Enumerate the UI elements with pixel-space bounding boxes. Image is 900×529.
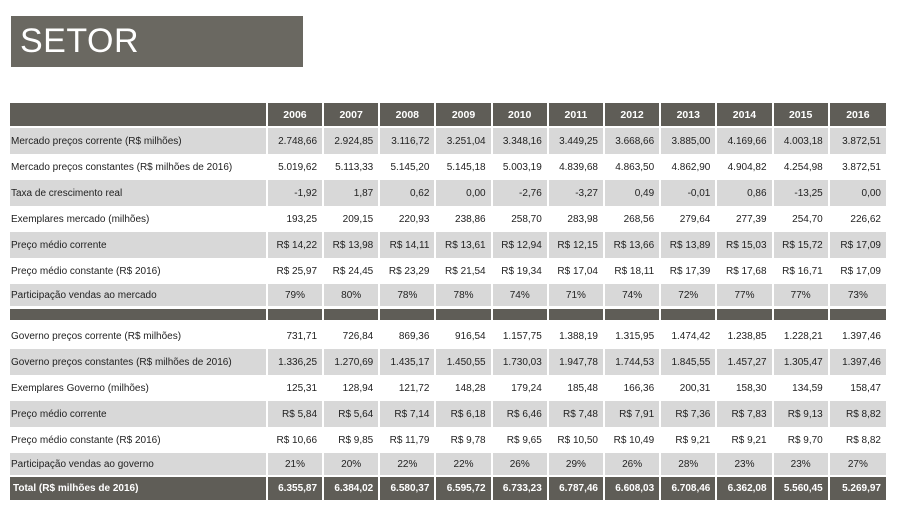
cell-2006: 79% [268, 284, 324, 306]
cell-2015: 77% [774, 284, 830, 306]
total-cell-2006: 6.355,87 [268, 475, 324, 500]
cell-2012: 26% [605, 453, 661, 475]
section-divider-cell [717, 309, 773, 320]
cell-2009: 916,54 [436, 323, 492, 349]
cell-2006: 731,71 [268, 323, 324, 349]
year-header-2013: 2013 [661, 103, 717, 128]
cell-2016: 3.872,51 [830, 128, 886, 154]
cell-2016: 27% [830, 453, 886, 475]
row-label: Mercado preços corrente (R$ milhões) [10, 128, 268, 154]
cell-2013: 200,31 [661, 375, 717, 401]
table-row [10, 206, 886, 232]
cell-2013: 1.845,55 [661, 349, 717, 375]
cell-2016: R$ 8,82 [830, 401, 886, 427]
cell-2010: 179,24 [493, 375, 549, 401]
cell-2007: 1,87 [324, 180, 380, 206]
total-cell-2012: 6.608,03 [605, 475, 661, 500]
cell-2015: -13,25 [774, 180, 830, 206]
year-header-2008: 2008 [380, 103, 436, 128]
cell-2011: 3.449,25 [549, 128, 605, 154]
section-divider-cell [324, 309, 380, 320]
cell-2006: 193,25 [268, 206, 324, 232]
cell-2014: 77% [717, 284, 773, 306]
cell-2011: 1.388,19 [549, 323, 605, 349]
cell-2007: R$ 24,45 [324, 258, 380, 284]
cell-2008: 0,62 [380, 180, 436, 206]
year-header-2006: 2006 [268, 103, 324, 128]
cell-2006: 125,31 [268, 375, 324, 401]
cell-2010: 74% [493, 284, 549, 306]
cell-2009: 78% [436, 284, 492, 306]
cell-2006: 21% [268, 453, 324, 475]
cell-2014: 23% [717, 453, 773, 475]
cell-2006: R$ 25,97 [268, 258, 324, 284]
table-row [10, 453, 886, 475]
cell-2013: R$ 13,89 [661, 232, 717, 258]
cell-2011: 71% [549, 284, 605, 306]
cell-2016: R$ 17,09 [830, 258, 886, 284]
cell-2012: R$ 18,11 [605, 258, 661, 284]
cell-2015: 134,59 [774, 375, 830, 401]
cell-2010: 26% [493, 453, 549, 475]
cell-2008: 5.145,20 [380, 154, 436, 180]
cell-2016: 73% [830, 284, 886, 306]
cell-2008: R$ 7,14 [380, 401, 436, 427]
cell-2006: 5.019,62 [268, 154, 324, 180]
cell-2007: R$ 13,98 [324, 232, 380, 258]
cell-2011: -3,27 [549, 180, 605, 206]
cell-2015: 4.254,98 [774, 154, 830, 180]
cell-2014: 1.238,85 [717, 323, 773, 349]
table-row [10, 323, 886, 349]
table-row [10, 401, 886, 427]
cell-2008: 3.116,72 [380, 128, 436, 154]
cell-2013: R$ 17,39 [661, 258, 717, 284]
cell-2008: 121,72 [380, 375, 436, 401]
cell-2007: 726,84 [324, 323, 380, 349]
cell-2006: R$ 5,84 [268, 401, 324, 427]
total-cell-2011: 6.787,46 [549, 475, 605, 500]
cell-2006: -1,92 [268, 180, 324, 206]
table-row [10, 128, 886, 154]
row-label: Preço médio constante (R$ 2016) [10, 427, 268, 453]
page-title: SETOR [11, 16, 303, 67]
table-row [10, 375, 886, 401]
table-row [10, 154, 886, 180]
cell-2009: R$ 21,54 [436, 258, 492, 284]
table-row [10, 232, 886, 258]
cell-2009: 22% [436, 453, 492, 475]
row-label: Taxa de crescimento real [10, 180, 268, 206]
row-label: Participação vendas ao mercado [10, 284, 268, 306]
table-body [10, 128, 886, 500]
cell-2011: 185,48 [549, 375, 605, 401]
cell-2015: R$ 16,71 [774, 258, 830, 284]
cell-2014: R$ 17,68 [717, 258, 773, 284]
table-row [10, 258, 886, 284]
cell-2013: R$ 9,21 [661, 427, 717, 453]
cell-2008: 869,36 [380, 323, 436, 349]
cell-2010: 1.730,03 [493, 349, 549, 375]
cell-2008: 78% [380, 284, 436, 306]
header-label-cell [10, 103, 268, 128]
cell-2014: R$ 9,21 [717, 427, 773, 453]
cell-2007: 128,94 [324, 375, 380, 401]
cell-2009: 0,00 [436, 180, 492, 206]
section-divider-cell [549, 309, 605, 320]
cell-2012: R$ 13,66 [605, 232, 661, 258]
section-divider-cell [268, 309, 324, 320]
cell-2007: 5.113,33 [324, 154, 380, 180]
year-header-2012: 2012 [605, 103, 661, 128]
total-cell-2016: 5.269,97 [830, 475, 886, 500]
cell-2010: 258,70 [493, 206, 549, 232]
cell-2016: 0,00 [830, 180, 886, 206]
section-divider-cell [493, 309, 549, 320]
year-header-2009: 2009 [436, 103, 492, 128]
cell-2011: R$ 7,48 [549, 401, 605, 427]
year-header-2014: 2014 [717, 103, 773, 128]
cell-2009: R$ 13,61 [436, 232, 492, 258]
cell-2009: 1.450,55 [436, 349, 492, 375]
row-label: Governo preços constantes (R$ milhões de 2016) [10, 349, 268, 375]
cell-2006: R$ 10,66 [268, 427, 324, 453]
cell-2006: R$ 14,22 [268, 232, 324, 258]
cell-2007: R$ 5,64 [324, 401, 380, 427]
section-divider-cell [774, 309, 830, 320]
total-cell-2014: 6.362,08 [717, 475, 773, 500]
cell-2011: R$ 10,50 [549, 427, 605, 453]
table-row [10, 180, 886, 206]
cell-2008: R$ 23,29 [380, 258, 436, 284]
cell-2009: R$ 6,18 [436, 401, 492, 427]
section-divider-cell [436, 309, 492, 320]
setor-table [10, 103, 886, 500]
cell-2008: R$ 14,11 [380, 232, 436, 258]
year-header-2007: 2007 [324, 103, 380, 128]
cell-2011: R$ 12,15 [549, 232, 605, 258]
cell-2011: 4.839,68 [549, 154, 605, 180]
row-label: Exemplares Governo (milhões) [10, 375, 268, 401]
cell-2015: 1.228,21 [774, 323, 830, 349]
cell-2008: 220,93 [380, 206, 436, 232]
cell-2015: R$ 15,72 [774, 232, 830, 258]
cell-2013: 4.862,90 [661, 154, 717, 180]
cell-2012: 166,36 [605, 375, 661, 401]
cell-2015: 1.305,47 [774, 349, 830, 375]
section-divider-cell [830, 309, 886, 320]
cell-2015: 4.003,18 [774, 128, 830, 154]
cell-2012: 1.315,95 [605, 323, 661, 349]
cell-2011: 283,98 [549, 206, 605, 232]
cell-2014: 158,30 [717, 375, 773, 401]
row-label: Preço médio corrente [10, 232, 268, 258]
section-divider [10, 309, 886, 320]
cell-2016: R$ 8,82 [830, 427, 886, 453]
row-label: Preço médio corrente [10, 401, 268, 427]
year-header-2010: 2010 [493, 103, 549, 128]
cell-2007: 80% [324, 284, 380, 306]
cell-2016: 3.872,51 [830, 154, 886, 180]
cell-2009: 238,86 [436, 206, 492, 232]
cell-2013: -0,01 [661, 180, 717, 206]
cell-2013: R$ 7,36 [661, 401, 717, 427]
cell-2012: R$ 10,49 [605, 427, 661, 453]
section-divider-cell [10, 309, 268, 320]
cell-2010: -2,76 [493, 180, 549, 206]
cell-2014: 4.169,66 [717, 128, 773, 154]
cell-2014: 1.457,27 [717, 349, 773, 375]
cell-2012: 1.744,53 [605, 349, 661, 375]
cell-2012: 3.668,66 [605, 128, 661, 154]
cell-2015: 23% [774, 453, 830, 475]
row-label: Governo preços corrente (R$ milhões) [10, 323, 268, 349]
year-header-2015: 2015 [774, 103, 830, 128]
cell-2013: 1.474,42 [661, 323, 717, 349]
row-label: Mercado preços constantes (R$ milhões de 2016) [10, 154, 268, 180]
cell-2012: 4.863,50 [605, 154, 661, 180]
header-row [10, 103, 886, 128]
cell-2006: 2.748,66 [268, 128, 324, 154]
cell-2010: 5.003,19 [493, 154, 549, 180]
total-label: Total (R$ milhões de 2016) [10, 475, 268, 500]
total-cell-2010: 6.733,23 [493, 475, 549, 500]
cell-2016: 1.397,46 [830, 349, 886, 375]
total-row [10, 475, 886, 500]
table-row [10, 427, 886, 453]
cell-2013: 28% [661, 453, 717, 475]
cell-2009: 148,28 [436, 375, 492, 401]
cell-2012: 0,49 [605, 180, 661, 206]
cell-2011: 1.947,78 [549, 349, 605, 375]
cell-2007: 209,15 [324, 206, 380, 232]
cell-2007: R$ 9,85 [324, 427, 380, 453]
cell-2013: 3.885,00 [661, 128, 717, 154]
cell-2014: 277,39 [717, 206, 773, 232]
cell-2010: R$ 19,34 [493, 258, 549, 284]
total-cell-2008: 6.580,37 [380, 475, 436, 500]
cell-2015: R$ 9,70 [774, 427, 830, 453]
cell-2010: R$ 6,46 [493, 401, 549, 427]
cell-2012: 74% [605, 284, 661, 306]
table-row [10, 284, 886, 306]
cell-2007: 1.270,69 [324, 349, 380, 375]
cell-2011: R$ 17,04 [549, 258, 605, 284]
total-cell-2007: 6.384,02 [324, 475, 380, 500]
total-cell-2009: 6.595,72 [436, 475, 492, 500]
row-label: Preço médio constante (R$ 2016) [10, 258, 268, 284]
cell-2009: 3.251,04 [436, 128, 492, 154]
year-header-2016: 2016 [830, 103, 886, 128]
table-row [10, 349, 886, 375]
cell-2010: R$ 12,94 [493, 232, 549, 258]
cell-2007: 20% [324, 453, 380, 475]
cell-2011: 29% [549, 453, 605, 475]
cell-2013: 72% [661, 284, 717, 306]
cell-2015: 254,70 [774, 206, 830, 232]
row-label: Participação vendas ao governo [10, 453, 268, 475]
total-cell-2015: 5.560,45 [774, 475, 830, 500]
cell-2008: 22% [380, 453, 436, 475]
cell-2007: 2.924,85 [324, 128, 380, 154]
cell-2016: 226,62 [830, 206, 886, 232]
cell-2009: 5.145,18 [436, 154, 492, 180]
cell-2013: 279,64 [661, 206, 717, 232]
cell-2006: 1.336,25 [268, 349, 324, 375]
cell-2012: R$ 7,91 [605, 401, 661, 427]
cell-2008: 1.435,17 [380, 349, 436, 375]
section-divider-cell [661, 309, 717, 320]
section-divider-cell [380, 309, 436, 320]
cell-2010: R$ 9,65 [493, 427, 549, 453]
cell-2014: R$ 7,83 [717, 401, 773, 427]
cell-2014: 4.904,82 [717, 154, 773, 180]
cell-2012: 268,56 [605, 206, 661, 232]
cell-2016: 1.397,46 [830, 323, 886, 349]
year-header-2011: 2011 [549, 103, 605, 128]
total-cell-2013: 6.708,46 [661, 475, 717, 500]
cell-2014: R$ 15,03 [717, 232, 773, 258]
section-divider-cell [605, 309, 661, 320]
cell-2008: R$ 11,79 [380, 427, 436, 453]
cell-2010: 1.157,75 [493, 323, 549, 349]
cell-2015: R$ 9,13 [774, 401, 830, 427]
cell-2016: R$ 17,09 [830, 232, 886, 258]
cell-2009: R$ 9,78 [436, 427, 492, 453]
row-label: Exemplares mercado (milhões) [10, 206, 268, 232]
cell-2014: 0,86 [717, 180, 773, 206]
cell-2010: 3.348,16 [493, 128, 549, 154]
cell-2016: 158,47 [830, 375, 886, 401]
